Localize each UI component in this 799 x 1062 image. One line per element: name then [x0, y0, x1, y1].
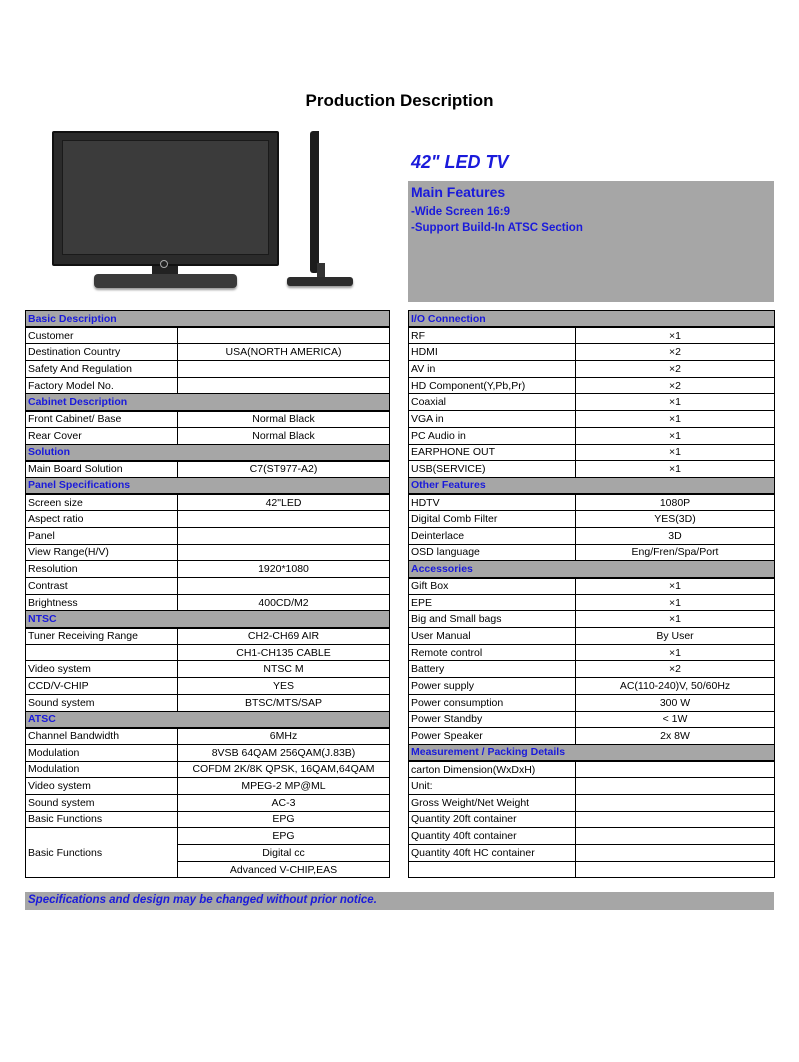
spec-value: Normal Black: [178, 427, 390, 444]
spec-table-left: [25, 310, 390, 878]
spec-row-vga-in: [409, 411, 775, 428]
spec-label: Power Speaker: [409, 728, 576, 745]
spec-label: Modulation: [26, 761, 178, 778]
spec-row-front-cabinet-base: [26, 411, 390, 428]
spec-label: [26, 644, 178, 661]
spec-row-screen-size: [26, 494, 390, 511]
spec-label: Unit:: [409, 778, 576, 795]
spec-label: Big and Small bags: [409, 611, 576, 628]
section-header-accessories: [409, 561, 775, 578]
spec-value: ×2: [576, 377, 775, 394]
spec-row-quantity-40ft-hc-container: [409, 845, 775, 862]
spec-value: [576, 811, 775, 828]
section-title: ATSC: [26, 711, 390, 728]
spec-row-destination-country: [26, 344, 390, 361]
spec-label: Quantity 20ft container: [409, 811, 576, 828]
section-title: I/O Connection: [409, 311, 775, 328]
spec-row-main-board-solution: [26, 461, 390, 478]
spec-row-aspect-ratio: [26, 511, 390, 528]
spec-row-brightness: [26, 594, 390, 611]
section-header-panel-specifications: [26, 477, 390, 494]
spec-label: Panel: [26, 527, 178, 544]
spec-label: RF: [409, 327, 576, 344]
spec-value: [576, 761, 775, 778]
spec-row-battery: [409, 661, 775, 678]
spec-label: Battery: [409, 661, 576, 678]
tv-base: [94, 274, 237, 288]
spec-value: [178, 511, 390, 528]
spec-label: Video system: [26, 778, 178, 795]
spec-row-basic-functions: [26, 828, 390, 845]
spec-row-sound-system: [26, 694, 390, 711]
spec-label: Remote control: [409, 644, 576, 661]
tv-screen: [52, 131, 279, 266]
spec-value: USA(NORTH AMERICA): [178, 344, 390, 361]
spec-row-hd-component-y-pb-pr: [409, 377, 775, 394]
section-header-other-features: [409, 477, 775, 494]
spec-value: [178, 578, 390, 595]
spec-value: ×1: [576, 594, 775, 611]
spec-row-quantity-40ft-container: [409, 828, 775, 845]
spec-value: ×1: [576, 644, 775, 661]
spec-value: [576, 778, 775, 795]
spec-label: Power consumption: [409, 694, 576, 711]
section-title: Panel Specifications: [26, 477, 390, 494]
spec-value: BTSC/MTS/SAP: [178, 694, 390, 711]
section-title: NTSC: [26, 611, 390, 628]
spec-value: EPG: [178, 828, 390, 845]
spec-row-hdtv: [409, 494, 775, 511]
feature-item: -Support Build-In ATSC Section: [411, 222, 583, 234]
spec-value: 3D: [576, 527, 775, 544]
spec-label: Basic Functions: [26, 828, 178, 878]
spec-value: C7(ST977-A2): [178, 461, 390, 478]
spec-label: Resolution: [26, 561, 178, 578]
section-title: Measurement / Packing Details: [409, 744, 775, 761]
spec-label: Front Cabinet/ Base: [26, 411, 178, 428]
spec-label: Deinterlace: [409, 527, 576, 544]
spec-value: ×1: [576, 611, 775, 628]
spec-label: VGA in: [409, 411, 576, 428]
spec-value: ×1: [576, 394, 775, 411]
spec-row-user-manual: [409, 628, 775, 645]
spec-row-blank: [409, 861, 775, 878]
spec-row-osd-language: [409, 544, 775, 561]
spec-value: ×1: [576, 578, 775, 595]
section-header-atsc: [26, 711, 390, 728]
spec-label: Main Board Solution: [26, 461, 178, 478]
spec-label: Tuner Receiving Range: [26, 628, 178, 645]
spec-row-remote-control: [409, 644, 775, 661]
section-header-i-o-connection: [409, 311, 775, 328]
section-title: Other Features: [409, 477, 775, 494]
spec-row-contrast: [26, 578, 390, 595]
section-title: Basic Description: [26, 311, 390, 328]
spec-label: PC Audio in: [409, 427, 576, 444]
spec-label: Sound system: [26, 794, 178, 811]
spec-value: < 1W: [576, 711, 775, 728]
spec-label: Destination Country: [26, 344, 178, 361]
spec-value: AC-3: [178, 794, 390, 811]
spec-row-video-system: [26, 661, 390, 678]
spec-row-tuner-receiving-range: [26, 628, 390, 645]
spec-row-deinterlace: [409, 527, 775, 544]
spec-row-ccd-v-chip: [26, 678, 390, 695]
spec-label: Sound system: [26, 694, 178, 711]
spec-label: Channel Bandwidth: [26, 728, 178, 745]
feature-item: -Wide Screen 16:9: [411, 206, 510, 218]
spec-value: CH2-CH69 AIR: [178, 628, 390, 645]
spec-label: Coaxial: [409, 394, 576, 411]
spec-row-gross-weight-net-weight: [409, 794, 775, 811]
spec-value: ×2: [576, 344, 775, 361]
spec-row-resolution: [26, 561, 390, 578]
spec-row-modulation: [26, 761, 390, 778]
spec-label: Screen size: [26, 494, 178, 511]
spec-value: Eng/Fren/Spa/Port: [576, 544, 775, 561]
spec-label: Quantity 40ft container: [409, 828, 576, 845]
spec-row-modulation: [26, 744, 390, 761]
spec-row-panel: [26, 527, 390, 544]
spec-value: EPG: [178, 811, 390, 828]
spec-value: MPEG-2 MP@ML: [178, 778, 390, 795]
spec-value: By User: [576, 628, 775, 645]
main-features-box: [408, 181, 774, 302]
spec-row-view-range-h-v: [26, 544, 390, 561]
spec-label: CCD/V-CHIP: [26, 678, 178, 695]
spec-value: Advanced V-CHIP,EAS: [178, 861, 390, 878]
spec-row-quantity-20ft-container: [409, 811, 775, 828]
tv-side-leg: [317, 263, 325, 277]
spec-label: Contrast: [26, 578, 178, 595]
spec-label: Gift Box: [409, 578, 576, 595]
spec-value: YES(3D): [576, 511, 775, 528]
model-heading: 42" LED TV: [411, 152, 509, 172]
section-header-solution: [26, 444, 390, 461]
spec-row-power-speaker: [409, 728, 775, 745]
spec-row-basic-functions: [26, 811, 390, 828]
spec-value: AC(110-240)V, 50/60Hz: [576, 678, 775, 695]
spec-row-epe: [409, 594, 775, 611]
tv-logo-icon: [160, 260, 168, 268]
spec-value: YES: [178, 678, 390, 695]
spec-label: Safety And Regulation: [26, 361, 178, 378]
spec-label: Video system: [26, 661, 178, 678]
spec-label: HDMI: [409, 344, 576, 361]
spec-row-customer: [26, 327, 390, 344]
spec-row-sound-system: [26, 794, 390, 811]
spec-label: Customer: [26, 327, 178, 344]
spec-row-safety-and-regulation: [26, 361, 390, 378]
section-header-measurement-packing-details: [409, 744, 775, 761]
spec-label: HDTV: [409, 494, 576, 511]
spec-value: ×1: [576, 411, 775, 428]
spec-label: AV in: [409, 361, 576, 378]
spec-value: [178, 361, 390, 378]
spec-value: 400CD/M2: [178, 594, 390, 611]
spec-row-digital-comb-filter: [409, 511, 775, 528]
spec-value: 42"LED: [178, 494, 390, 511]
spec-value: [178, 327, 390, 344]
spec-value: Digital cc: [178, 845, 390, 862]
page-title: Production Description: [305, 91, 494, 110]
spec-value: Normal Black: [178, 411, 390, 428]
spec-row-factory-model-no: [26, 377, 390, 394]
spec-row-power-supply: [409, 678, 775, 695]
spec-value: [576, 861, 775, 878]
spec-row-power-consumption: [409, 694, 775, 711]
footer-notice-bar: [25, 892, 774, 910]
spec-row-video-system: [26, 778, 390, 795]
spec-value: ×2: [576, 661, 775, 678]
spec-label: Modulation: [26, 744, 178, 761]
spec-row-earphone-out: [409, 444, 775, 461]
footer-notice: Specifications and design may be changed without prior notice.: [28, 894, 377, 906]
spec-label: EARPHONE OUT: [409, 444, 576, 461]
spec-row-gift-box: [409, 578, 775, 595]
spec-row-carton-dimension-wxdxh: [409, 761, 775, 778]
spec-label: Rear Cover: [26, 427, 178, 444]
spec-label: EPE: [409, 594, 576, 611]
spec-label: Power supply: [409, 678, 576, 695]
spec-row-usb-service: [409, 461, 775, 478]
spec-label: Brightness: [26, 594, 178, 611]
section-title: Solution: [26, 444, 390, 461]
spec-value: 1080P: [576, 494, 775, 511]
section-header-cabinet-description: [26, 394, 390, 411]
spec-value: [178, 544, 390, 561]
main-features-heading: Main Features: [411, 184, 506, 200]
spec-value: 6MHz: [178, 728, 390, 745]
spec-value: ×2: [576, 361, 775, 378]
spec-value: ×1: [576, 461, 775, 478]
spec-value: CH1-CH135 CABLE: [178, 644, 390, 661]
spec-row-power-standby: [409, 711, 775, 728]
spec-row-blank: [26, 644, 390, 661]
tv-side-base: [287, 277, 353, 286]
spec-value: ×1: [576, 427, 775, 444]
spec-row-rf: [409, 327, 775, 344]
section-title: Accessories: [409, 561, 775, 578]
spec-label: [409, 861, 576, 878]
spec-label: carton Dimension(WxDxH): [409, 761, 576, 778]
spec-value: [178, 377, 390, 394]
section-header-ntsc: [26, 611, 390, 628]
spec-row-pc-audio-in: [409, 427, 775, 444]
spec-value: 300 W: [576, 694, 775, 711]
spec-value: 8VSB 64QAM 256QAM(J.83B): [178, 744, 390, 761]
spec-value: [178, 527, 390, 544]
tv-front-image: [52, 131, 279, 294]
spec-label: Factory Model No.: [26, 377, 178, 394]
spec-value: ×1: [576, 444, 775, 461]
spec-row-rear-cover: [26, 427, 390, 444]
spec-row-av-in: [409, 361, 775, 378]
spec-value: ×1: [576, 327, 775, 344]
section-header-basic-description: [26, 311, 390, 328]
spec-value: [576, 845, 775, 862]
spec-label: View Range(H/V): [26, 544, 178, 561]
spec-label: USB(SERVICE): [409, 461, 576, 478]
spec-value: [576, 794, 775, 811]
tv-side-image: [285, 131, 355, 294]
spec-label: Aspect ratio: [26, 511, 178, 528]
spec-label: Quantity 40ft HC container: [409, 845, 576, 862]
spec-value: NTSC M: [178, 661, 390, 678]
spec-label: OSD language: [409, 544, 576, 561]
section-title: Cabinet Description: [26, 394, 390, 411]
spec-label: Digital Comb Filter: [409, 511, 576, 528]
spec-row-big-and-small-bags: [409, 611, 775, 628]
spec-label: Gross Weight/Net Weight: [409, 794, 576, 811]
spec-value: COFDM 2K/8K QPSK, 16QAM,64QAM: [178, 761, 390, 778]
spec-row-coaxial: [409, 394, 775, 411]
spec-table-right: [408, 310, 775, 878]
spec-value: [576, 828, 775, 845]
spec-row-hdmi: [409, 344, 775, 361]
spec-label: User Manual: [409, 628, 576, 645]
spec-value: 2x 8W: [576, 728, 775, 745]
spec-value: 1920*1080: [178, 561, 390, 578]
spec-label: Basic Functions: [26, 811, 178, 828]
spec-label: Power Standby: [409, 711, 576, 728]
spec-label: HD Component(Y,Pb,Pr): [409, 377, 576, 394]
tv-side-panel: [310, 131, 319, 273]
spec-row-channel-bandwidth: [26, 728, 390, 745]
spec-row-unit: [409, 778, 775, 795]
